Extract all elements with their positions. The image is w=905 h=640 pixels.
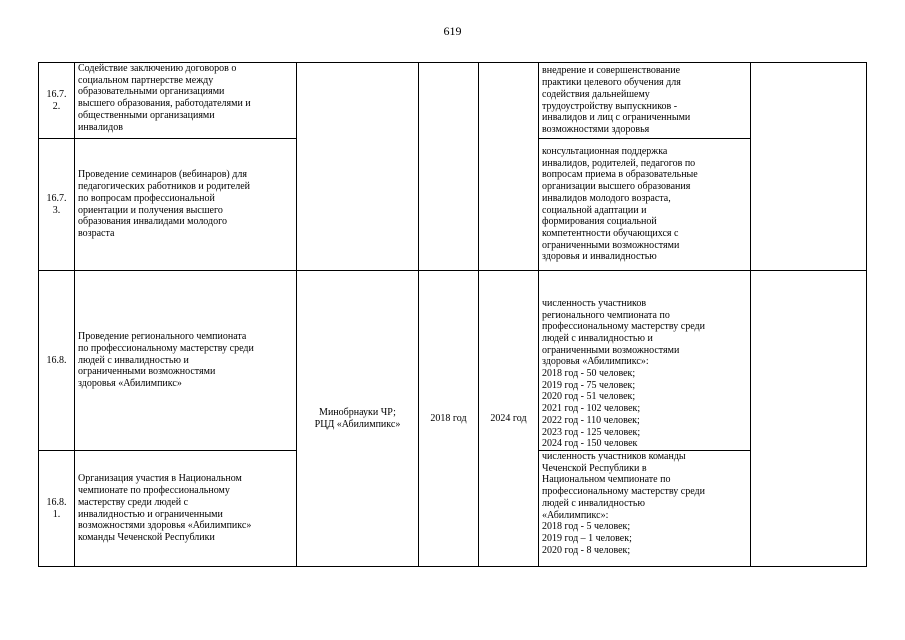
text-line: ограниченными возможностями <box>78 366 216 378</box>
text-line: по вопросам профессиональной <box>78 192 215 204</box>
measures-table <box>38 62 867 567</box>
text-line: содействия дальнейшему <box>542 88 650 100</box>
text-line: регионального чемпионата по <box>542 309 670 321</box>
text-line: ограниченными возможностями <box>542 239 680 251</box>
text-line: численность участников команды <box>542 451 686 462</box>
text-line: здоровья «Абилимпикс» <box>78 378 182 390</box>
text-line: социальном партнерстве между <box>78 74 214 86</box>
text-line: людей с инвалидностью <box>542 497 645 509</box>
table-row <box>39 271 867 451</box>
indicator-cell <box>539 63 751 139</box>
text-line: общественными организациями <box>78 109 215 121</box>
table-row <box>39 63 867 139</box>
text-line: численность участников <box>542 297 647 309</box>
text-line: практики целевого обучения для <box>542 77 681 89</box>
text-line: 2022 год - 110 человек; <box>542 414 640 426</box>
text-line: людей с инвалидностью и <box>78 354 189 366</box>
row-number: 16.7. 2. <box>39 63 75 139</box>
text-line: чемпионате по профессиональному <box>78 485 230 497</box>
indicator-cell <box>539 139 751 271</box>
start-year-cell-upper <box>419 63 479 271</box>
note-cell-lower <box>751 271 867 567</box>
text-line: консультационная поддержка <box>542 145 668 157</box>
text-line: 2018 год - 5 человек; <box>542 521 631 533</box>
text-line: 2019 год – 1 человек; <box>542 532 632 544</box>
text-line: профессиональному мастерству среди <box>542 486 705 498</box>
start-year-cell: 2018 год <box>419 271 479 567</box>
indicator-cell <box>539 451 751 567</box>
text-line: по профессиональному мастерству среди <box>78 342 254 354</box>
text-line: ориентации и получения высшего <box>78 204 223 216</box>
text-line: инвалидностью и ограниченными <box>78 508 223 520</box>
action-cell <box>75 451 297 567</box>
text-line: инвалидов, родителей, педагогов по <box>542 157 696 169</box>
executor-cell <box>297 271 419 567</box>
text-line: инвалидов молодого возраста, <box>542 192 671 204</box>
text-line: компетентности обучающихся с <box>542 227 679 239</box>
text-line: Проведение регионального чемпионата <box>78 331 247 343</box>
text-line: Национальном чемпионате по <box>542 474 671 486</box>
text-line: Содействие заключению договоров о <box>78 63 237 74</box>
text-line: инвалидов <box>78 121 123 133</box>
text-line: 2023 год - 125 человек; <box>542 426 641 438</box>
text-line: возможностями здоровья <box>542 123 650 135</box>
text-line: 2018 год - 50 человек; <box>542 368 636 380</box>
text-line: 2024 год - 150 человек <box>542 438 638 450</box>
end-year-cell-upper <box>479 63 539 271</box>
text-line: образования инвалидами молодого <box>78 216 227 228</box>
text-line: 2020 год - 8 человек; <box>542 544 631 556</box>
text-line: профессиональному мастерству среди <box>542 321 705 333</box>
text-line: социальной адаптации и <box>542 204 647 216</box>
text-line: 2019 год - 75 человек; <box>542 379 636 391</box>
executor-cell-upper <box>297 63 419 271</box>
action-cell <box>75 63 297 139</box>
text-line: Проведение семинаров (вебинаров) для <box>78 169 247 181</box>
text-line: здоровья «Абилимпикс»: <box>542 356 649 368</box>
text-line: инвалидов и лиц с ограниченными <box>542 112 691 124</box>
text-line: высшего образования, работодателями и <box>78 98 251 110</box>
text-line: 2020 год - 51 человек; <box>542 391 636 403</box>
text-line: вопросам приема в образовательные <box>542 169 698 181</box>
action-cell <box>75 139 297 271</box>
text-line: Чеченской Республики в <box>542 462 647 474</box>
text-line: организации высшего образования <box>542 181 691 193</box>
text-line: РЦД «Абилимпикс» <box>314 418 401 430</box>
text-line: мастерству среди людей с <box>78 496 189 508</box>
text-line: возможностями здоровья «Абилимпикс» <box>78 520 252 532</box>
row-number: 16.8. 1. <box>39 451 75 567</box>
text-line: ограниченными возможностями <box>542 344 680 356</box>
text-line: педагогических работников и родителей <box>78 181 250 193</box>
text-line: «Абилимпикс»: <box>542 509 609 521</box>
text-line: команды Чеченской Республики <box>78 531 215 543</box>
text-line: внедрение и совершенствование <box>542 65 681 77</box>
action-cell <box>75 271 297 451</box>
text-line: трудоустройству выпускников - <box>542 100 678 112</box>
text-line: возраста <box>78 227 115 239</box>
page-number: 619 <box>443 24 462 38</box>
text-line: Минобрнауки ЧР; <box>319 406 396 418</box>
note-cell-upper <box>751 63 867 271</box>
end-year-cell: 2024 год <box>479 271 539 567</box>
text-line: людей с инвалидностью и <box>542 332 653 344</box>
row-number: 16.7. 3. <box>39 139 75 271</box>
row-number: 16.8. <box>39 271 75 451</box>
text-line: образовательными организациями <box>78 86 225 98</box>
text-line: Организация участия в Национальном <box>78 473 242 485</box>
text-line: здоровья и инвалидностью <box>542 251 657 263</box>
text-line: 2021 год - 102 человек; <box>542 403 641 415</box>
text-line: формирования социальной <box>542 216 657 228</box>
indicator-cell <box>539 271 751 451</box>
